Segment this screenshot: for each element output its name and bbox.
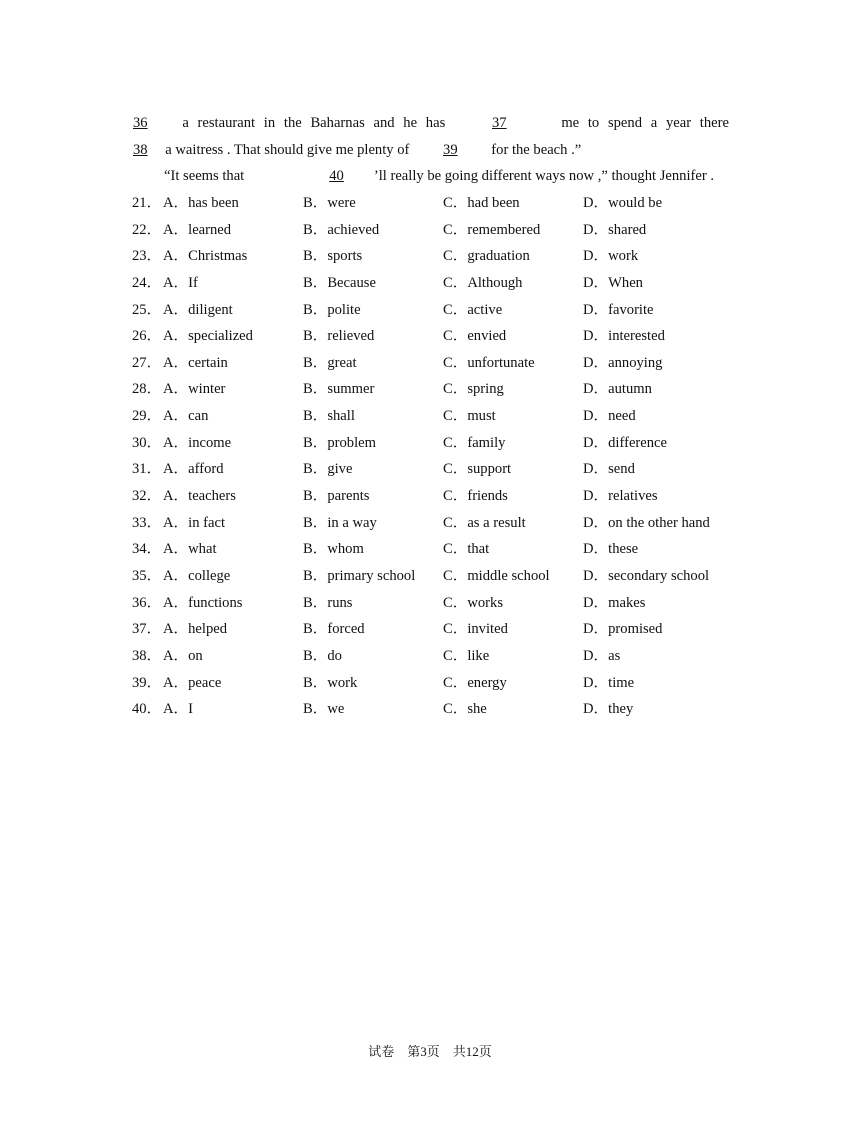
option-d: D．would be bbox=[583, 195, 663, 211]
passage-fragment: ’ll really be going different ways now ,” thought Jennifer . bbox=[373, 168, 715, 185]
question-row bbox=[132, 646, 752, 673]
option-a: A．afford bbox=[163, 461, 224, 478]
question-number: 39． bbox=[132, 674, 162, 691]
question-number: 35． bbox=[132, 567, 162, 584]
passage-fragment: me to spend a year there bbox=[561, 115, 729, 131]
option-c: C．graduation bbox=[443, 248, 530, 265]
question-number: 26． bbox=[132, 328, 162, 345]
option-c: C．unfortunate bbox=[443, 354, 535, 371]
option-c: C．spring bbox=[443, 381, 504, 398]
question-row bbox=[132, 486, 752, 513]
option-b: B．in a way bbox=[303, 514, 377, 531]
question-number: 38． bbox=[132, 647, 162, 664]
option-d: D．time bbox=[583, 674, 635, 691]
option-a: A．income bbox=[163, 434, 232, 451]
option-c: C．like bbox=[443, 647, 490, 664]
option-b: B．sports bbox=[303, 248, 363, 265]
question-number: 24． bbox=[132, 274, 162, 291]
option-a: A．I bbox=[163, 701, 193, 718]
blank-40: 40 bbox=[329, 168, 344, 185]
passage-line-2 bbox=[133, 140, 729, 167]
option-a: A．Christmas bbox=[163, 248, 248, 265]
option-a: A．can bbox=[163, 408, 209, 425]
option-c: C．Although bbox=[443, 274, 523, 291]
option-b: B．shall bbox=[303, 408, 355, 425]
option-b: B．Because bbox=[303, 274, 376, 291]
option-c: C．that bbox=[443, 541, 490, 558]
option-a: A．peace bbox=[163, 674, 222, 691]
blank-39: 39 bbox=[443, 141, 458, 158]
option-a: A．certain bbox=[163, 354, 228, 371]
option-a: A．specialized bbox=[163, 328, 253, 345]
option-a: A．winter bbox=[163, 381, 226, 398]
option-b: B．forced bbox=[303, 621, 365, 638]
page-footer: 试卷 第3页 共12页 bbox=[368, 1044, 492, 1059]
passage-fragment: a restaurant in the Baharnas and he has bbox=[182, 115, 446, 131]
option-a: A．functions bbox=[163, 594, 243, 611]
question-row bbox=[132, 566, 752, 593]
option-c: C．she bbox=[443, 701, 487, 718]
option-d: D．difference bbox=[583, 434, 668, 451]
question-row bbox=[132, 353, 752, 380]
question-row bbox=[132, 406, 752, 433]
option-c: C．must bbox=[443, 408, 496, 425]
option-d: D．favorite bbox=[583, 301, 654, 318]
option-b: B．polite bbox=[303, 301, 361, 318]
question-number: 33． bbox=[132, 514, 162, 531]
question-number: 37． bbox=[132, 621, 162, 638]
option-c: C．works bbox=[443, 594, 503, 611]
option-b: B．great bbox=[303, 354, 357, 371]
question-row bbox=[132, 273, 752, 300]
option-a: A．in fact bbox=[163, 514, 226, 531]
blank-38: 38 bbox=[133, 141, 148, 158]
question-row bbox=[132, 593, 752, 620]
option-d: D．send bbox=[583, 461, 635, 478]
option-c: C．envied bbox=[443, 328, 507, 345]
option-a: A．helped bbox=[163, 621, 228, 638]
option-c: C．energy bbox=[443, 674, 507, 691]
question-number: 23． bbox=[132, 248, 162, 265]
option-d: D．relatives bbox=[583, 488, 658, 505]
option-d: D．annoying bbox=[583, 354, 663, 371]
question-row bbox=[132, 513, 752, 540]
passage-text bbox=[133, 113, 729, 193]
question-row bbox=[132, 433, 752, 460]
option-d: D．promised bbox=[583, 621, 663, 638]
option-c: C．family bbox=[443, 434, 506, 451]
option-c: C．support bbox=[443, 461, 512, 478]
question-number: 28． bbox=[132, 381, 162, 398]
blank-36: 36 bbox=[133, 115, 148, 131]
option-b: B．relieved bbox=[303, 328, 375, 345]
option-b: B．parents bbox=[303, 488, 370, 505]
option-d: D．autumn bbox=[583, 381, 652, 398]
option-d: D．on the other hand bbox=[583, 514, 710, 531]
option-b: B．were bbox=[303, 195, 356, 211]
option-d: D．need bbox=[583, 408, 636, 425]
question-row bbox=[132, 459, 752, 486]
option-d: D．these bbox=[583, 541, 639, 558]
question-row bbox=[132, 300, 752, 327]
option-c: C．had been bbox=[443, 195, 520, 211]
passage-fragment: a waitress . That should give me plenty of bbox=[165, 141, 410, 158]
option-b: B．give bbox=[303, 461, 353, 478]
answer-options-list bbox=[132, 193, 752, 726]
option-b: B．problem bbox=[303, 434, 376, 451]
option-d: D．makes bbox=[583, 594, 646, 611]
option-d: D．work bbox=[583, 248, 639, 265]
question-number: 30． bbox=[132, 434, 162, 451]
option-b: B．work bbox=[303, 674, 358, 691]
option-d: D．interested bbox=[583, 328, 665, 345]
option-a: A．what bbox=[163, 541, 217, 558]
option-a: A．learned bbox=[163, 221, 232, 238]
option-a: A．college bbox=[163, 567, 231, 584]
option-c: C．friends bbox=[443, 488, 508, 505]
question-row bbox=[132, 673, 752, 700]
option-c: C．remembered bbox=[443, 221, 541, 238]
question-row bbox=[132, 619, 752, 646]
question-number: 22． bbox=[132, 221, 162, 238]
option-b: B．runs bbox=[303, 594, 353, 611]
option-a: A．on bbox=[163, 647, 203, 664]
question-row bbox=[132, 193, 752, 220]
question-row bbox=[132, 246, 752, 273]
option-b: B．we bbox=[303, 701, 345, 718]
question-number: 29． bbox=[132, 408, 162, 425]
passage-line-3 bbox=[133, 166, 729, 193]
option-a: A．If bbox=[163, 274, 198, 291]
option-d: D．as bbox=[583, 647, 621, 664]
option-d: D．they bbox=[583, 701, 634, 718]
option-c: C．middle school bbox=[443, 567, 550, 584]
option-b: B．do bbox=[303, 647, 342, 664]
question-number: 27． bbox=[132, 354, 162, 371]
question-number: 36． bbox=[132, 594, 162, 611]
question-row bbox=[132, 379, 752, 406]
option-a: A．teachers bbox=[163, 488, 236, 505]
question-row bbox=[132, 220, 752, 247]
question-number: 25． bbox=[132, 301, 162, 318]
option-a: A．diligent bbox=[163, 301, 233, 318]
question-number: 21． bbox=[132, 195, 162, 211]
option-b: B．whom bbox=[303, 541, 364, 558]
blank-37: 37 bbox=[491, 115, 507, 131]
question-number: 31． bbox=[132, 461, 162, 478]
question-number: 32． bbox=[132, 488, 162, 505]
option-d: D．shared bbox=[583, 221, 647, 238]
option-b: B．achieved bbox=[303, 221, 380, 238]
option-b: B．primary school bbox=[303, 567, 416, 584]
passage-fragment: for the beach .” bbox=[491, 141, 582, 158]
option-d: D．When bbox=[583, 274, 643, 291]
option-a: A．has been bbox=[163, 195, 239, 211]
question-number: 40． bbox=[132, 701, 162, 718]
passage-fragment: “It seems that bbox=[164, 168, 245, 185]
question-number: 34． bbox=[132, 541, 162, 558]
question-row bbox=[132, 326, 752, 353]
option-c: C．active bbox=[443, 301, 503, 318]
option-d: D．secondary school bbox=[583, 567, 710, 584]
option-c: C．as a result bbox=[443, 514, 526, 531]
option-c: C．invited bbox=[443, 621, 508, 638]
question-row bbox=[132, 539, 752, 566]
passage-line-1 bbox=[133, 113, 729, 140]
option-b: B．summer bbox=[303, 381, 375, 398]
question-row bbox=[132, 699, 752, 726]
